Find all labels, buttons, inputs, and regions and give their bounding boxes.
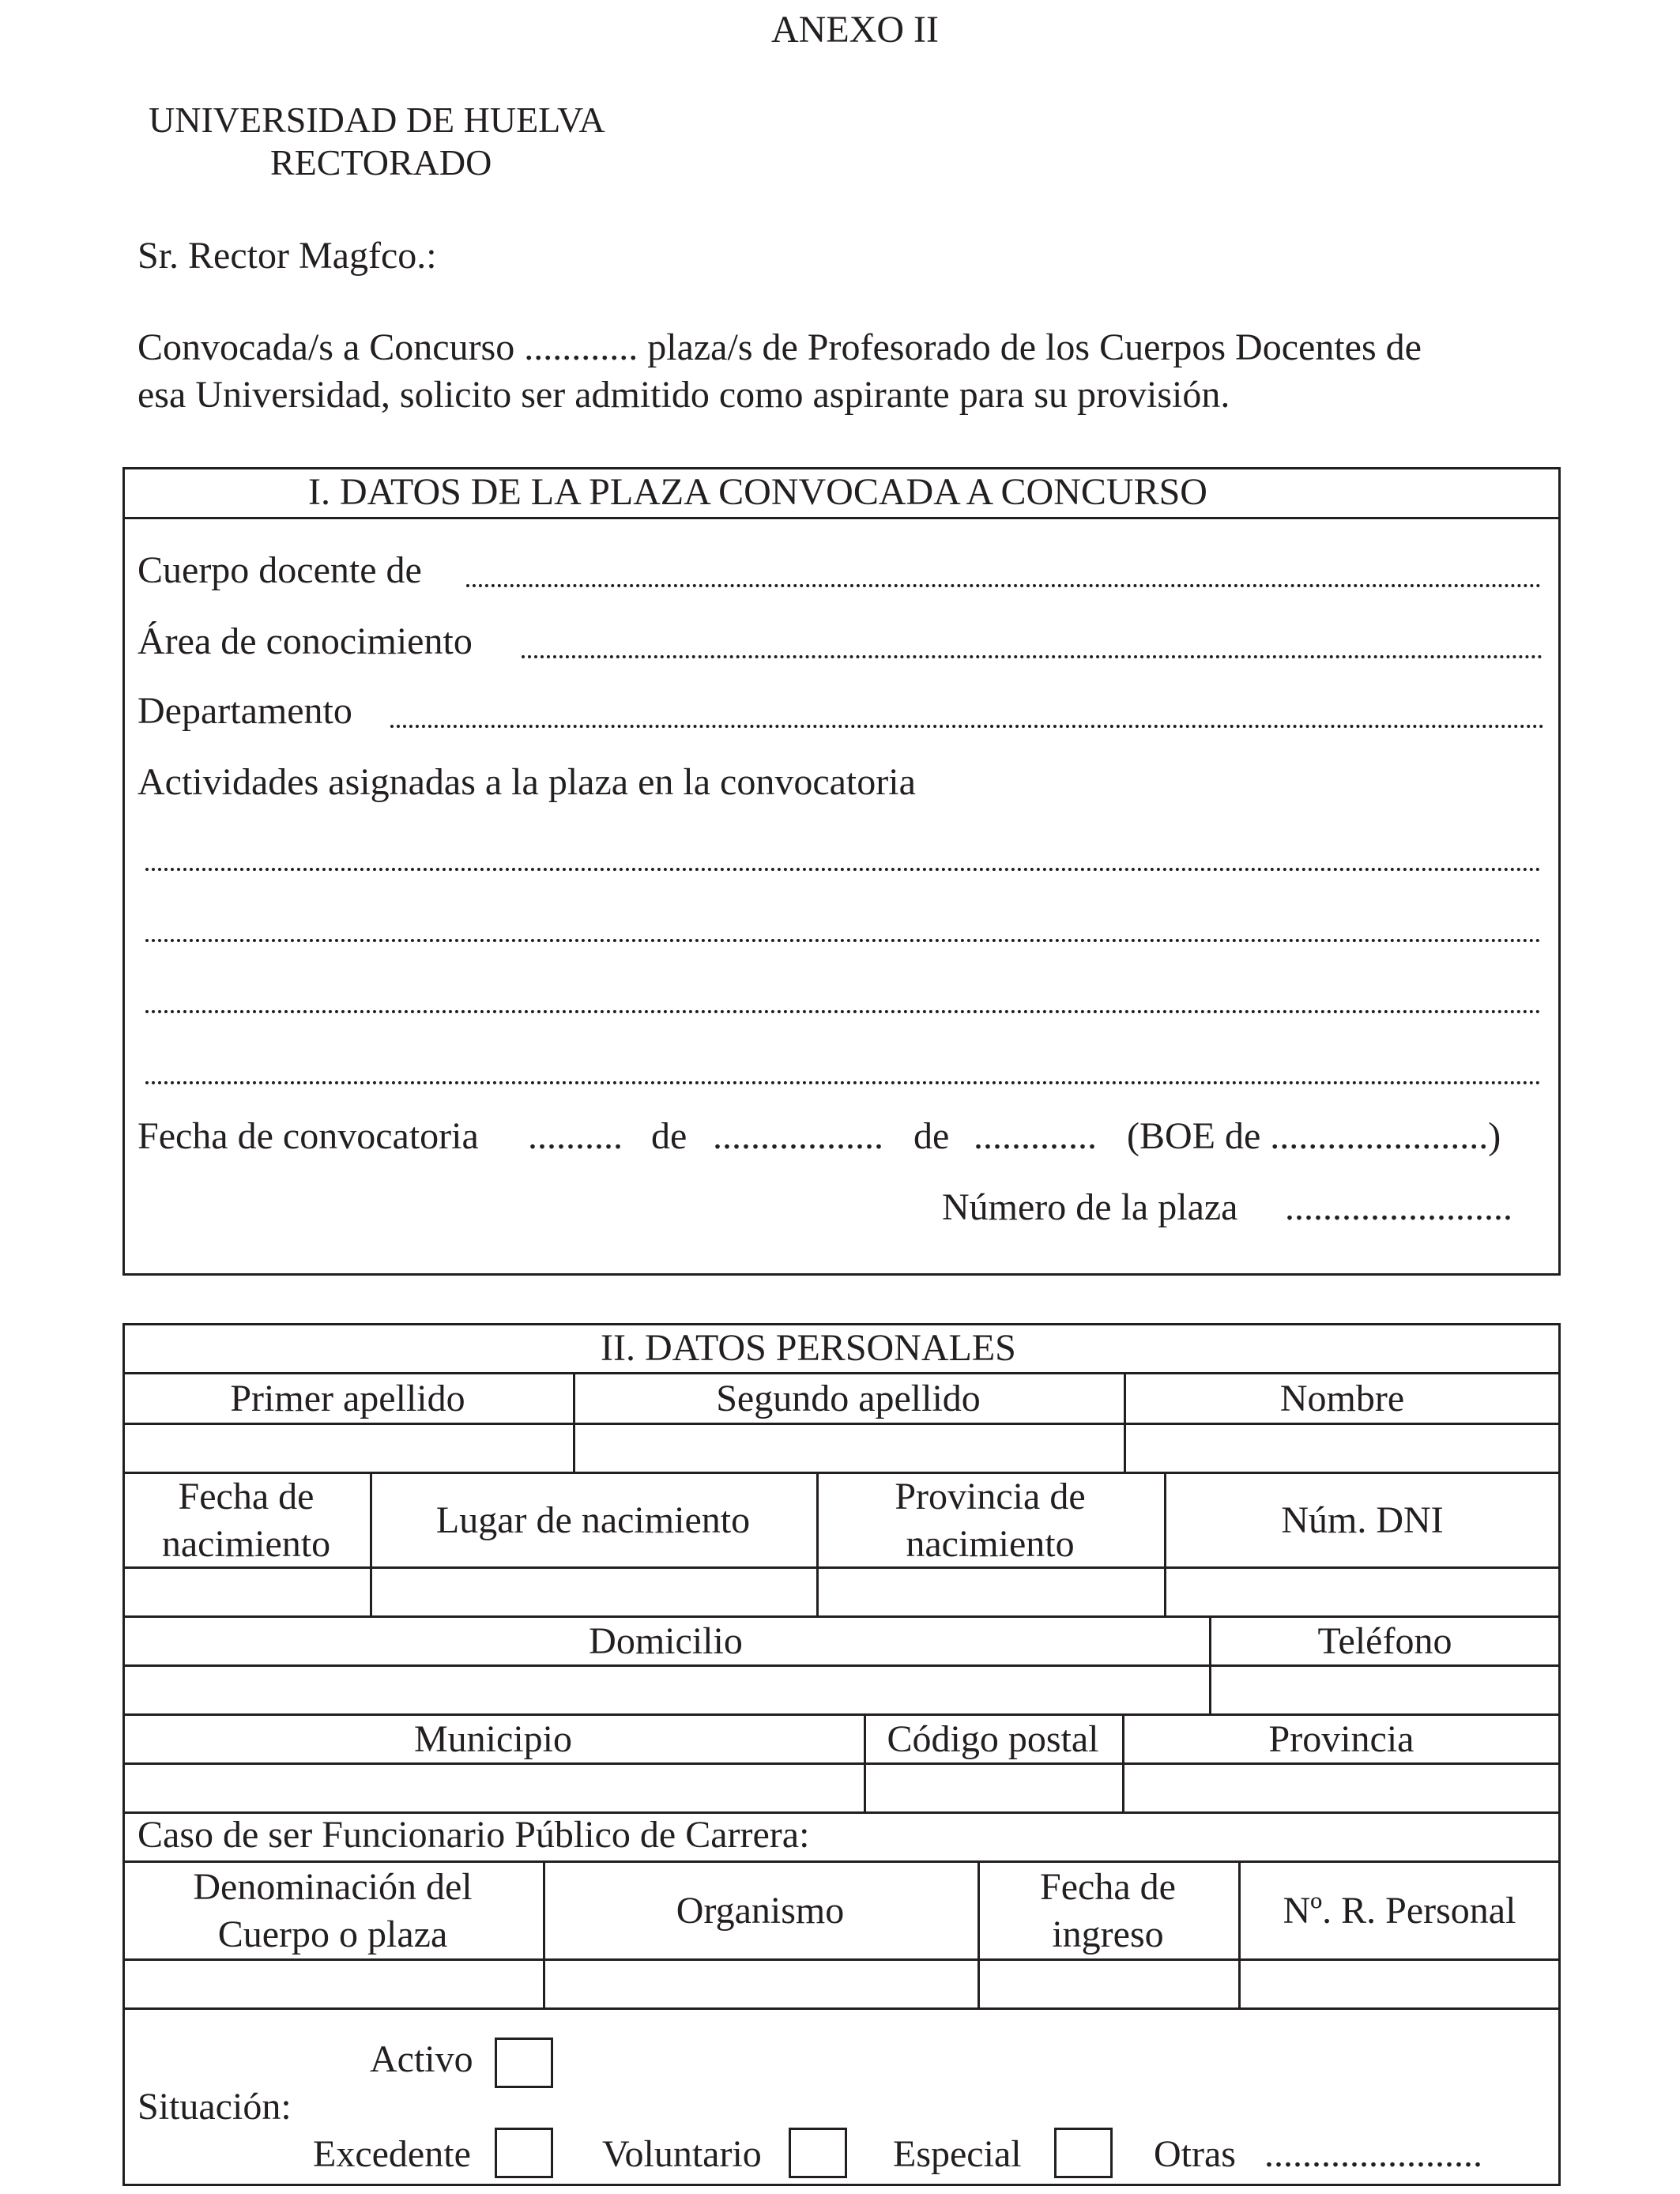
excedente-label: Excedente — [313, 2133, 471, 2175]
area-conocimiento-field[interactable] — [522, 655, 1543, 658]
municipio-field[interactable] — [125, 1765, 864, 1811]
office-name: RECTORADO — [270, 142, 492, 183]
nr-personal-field[interactable] — [1241, 1961, 1559, 2007]
fecha-convocatoria-label: Fecha de convocatoria — [137, 1115, 479, 1157]
actividades-field-line4[interactable] — [145, 1081, 1541, 1084]
provincia-nacimiento-header-line2: nacimiento — [906, 1522, 1075, 1565]
section-plaza-title-divider — [122, 517, 1561, 519]
voluntario-checkbox[interactable] — [789, 2128, 847, 2178]
primer-apellido-header: Primer apellido — [230, 1377, 465, 1419]
cuerpo-docente-field[interactable] — [466, 584, 1541, 587]
actividades-field-line1[interactable] — [145, 868, 1541, 871]
activo-checkbox[interactable] — [495, 2038, 553, 2088]
fecha-de-2: de — [913, 1115, 950, 1157]
fecha-day-field[interactable]: .......... — [528, 1115, 623, 1157]
primer-apellido-field[interactable] — [125, 1425, 573, 1472]
telefono-header: Teléfono — [1317, 1619, 1452, 1662]
salutation: Sr. Rector Magfco.: — [137, 235, 437, 277]
especial-checkbox[interactable] — [1054, 2128, 1113, 2178]
row-divider — [122, 2007, 1561, 2010]
nombre-header: Nombre — [1279, 1377, 1405, 1419]
segundo-apellido-field[interactable] — [575, 1425, 1124, 1472]
provincia-nacimiento-field[interactable] — [819, 1569, 1164, 1615]
fecha-nacimiento-header-line2: nacimiento — [161, 1522, 331, 1565]
organismo-field[interactable] — [545, 1961, 977, 2007]
section-plaza-title: I. DATOS DE LA PLAZA CONVOCADA A CONCURSO — [308, 471, 1207, 513]
provincia-field[interactable] — [1124, 1765, 1559, 1811]
actividades-field-line2[interactable] — [145, 939, 1541, 942]
telefono-field[interactable] — [1211, 1667, 1559, 1713]
denominacion-field[interactable] — [125, 1961, 543, 2007]
excedente-checkbox[interactable] — [495, 2128, 553, 2178]
especial-label: Especial — [893, 2133, 1022, 2175]
provincia-nacimiento-header-line1: Provincia de — [895, 1475, 1086, 1517]
numero-plaza-label: Número de la plaza — [942, 1186, 1238, 1228]
domicilio-field[interactable] — [125, 1667, 1209, 1713]
denominacion-header-line2: Cuerpo o plaza — [217, 1913, 448, 1955]
denominacion-header-line1: Denominación del — [193, 1865, 473, 1908]
fecha-de-1: de — [651, 1115, 687, 1157]
provincia-header: Provincia — [1268, 1717, 1414, 1760]
funcionario-label: Caso de ser Funcionario Público de Carrera: — [137, 1814, 810, 1856]
actividades-field-line3[interactable] — [145, 1010, 1541, 1013]
fecha-nacimiento-field[interactable] — [125, 1569, 370, 1615]
request-text-line2: esa Universidad, solicito ser admitido como aspirante para su provisión. — [137, 374, 1230, 416]
codigo-postal-field[interactable] — [866, 1765, 1122, 1811]
fecha-nacimiento-header-line1: Fecha de — [178, 1475, 315, 1517]
fecha-ingreso-header-line1: Fecha de — [1040, 1865, 1176, 1908]
area-conocimiento-label: Área de conocimiento — [137, 620, 473, 662]
segundo-apellido-header: Segundo apellido — [716, 1377, 981, 1419]
fecha-ingreso-header — [977, 1863, 1238, 1958]
domicilio-header: Domicilio — [589, 1619, 743, 1662]
boe-field[interactable]: (BOE de .......................) — [1127, 1115, 1501, 1157]
departamento-field[interactable] — [390, 725, 1544, 728]
fecha-year-field[interactable]: ............. — [974, 1115, 1097, 1157]
voluntario-label: Voluntario — [602, 2133, 762, 2175]
actividades-label: Actividades asignadas a la plaza en la convocatoria — [137, 761, 916, 803]
fecha-month-field[interactable]: .................. — [713, 1115, 883, 1157]
organismo-header: Organismo — [676, 1889, 845, 1932]
provincia-nacimiento-header — [816, 1474, 1164, 1566]
numero-plaza-field[interactable]: ........................ — [1285, 1186, 1512, 1228]
annex-title: ANEXO II — [771, 9, 939, 51]
fecha-nacimiento-header — [122, 1474, 370, 1566]
departamento-label: Departamento — [137, 690, 352, 732]
dni-field[interactable] — [1166, 1569, 1559, 1615]
cuerpo-docente-label: Cuerpo docente de — [137, 549, 422, 591]
denominacion-header — [122, 1863, 543, 1958]
nombre-field[interactable] — [1126, 1425, 1559, 1472]
codigo-postal-header: Código postal — [887, 1717, 1099, 1760]
lugar-nacimiento-field[interactable] — [372, 1569, 816, 1615]
fecha-ingreso-field[interactable] — [980, 1961, 1238, 2007]
nr-personal-header: Nº. R. Personal — [1283, 1889, 1516, 1932]
situacion-label: Situación: — [137, 2086, 292, 2128]
university-name: UNIVERSIDAD DE HUELVA — [149, 100, 605, 140]
municipio-header: Municipio — [414, 1717, 572, 1760]
section-personal-title: II. DATOS PERSONALES — [601, 1327, 1016, 1369]
activo-label: Activo — [370, 2038, 473, 2080]
otras-field[interactable]: ....................... — [1264, 2133, 1482, 2175]
fecha-ingreso-header-line2: ingreso — [1052, 1913, 1164, 1955]
dni-header: Núm. DNI — [1281, 1498, 1444, 1541]
request-text-line1: Convocada/s a Concurso ............ plaza/s de Profesorado de los Cuerpos Docentes de — [137, 326, 1422, 368]
otras-label: Otras — [1154, 2133, 1236, 2175]
lugar-nacimiento-header: Lugar de nacimiento — [435, 1498, 751, 1541]
